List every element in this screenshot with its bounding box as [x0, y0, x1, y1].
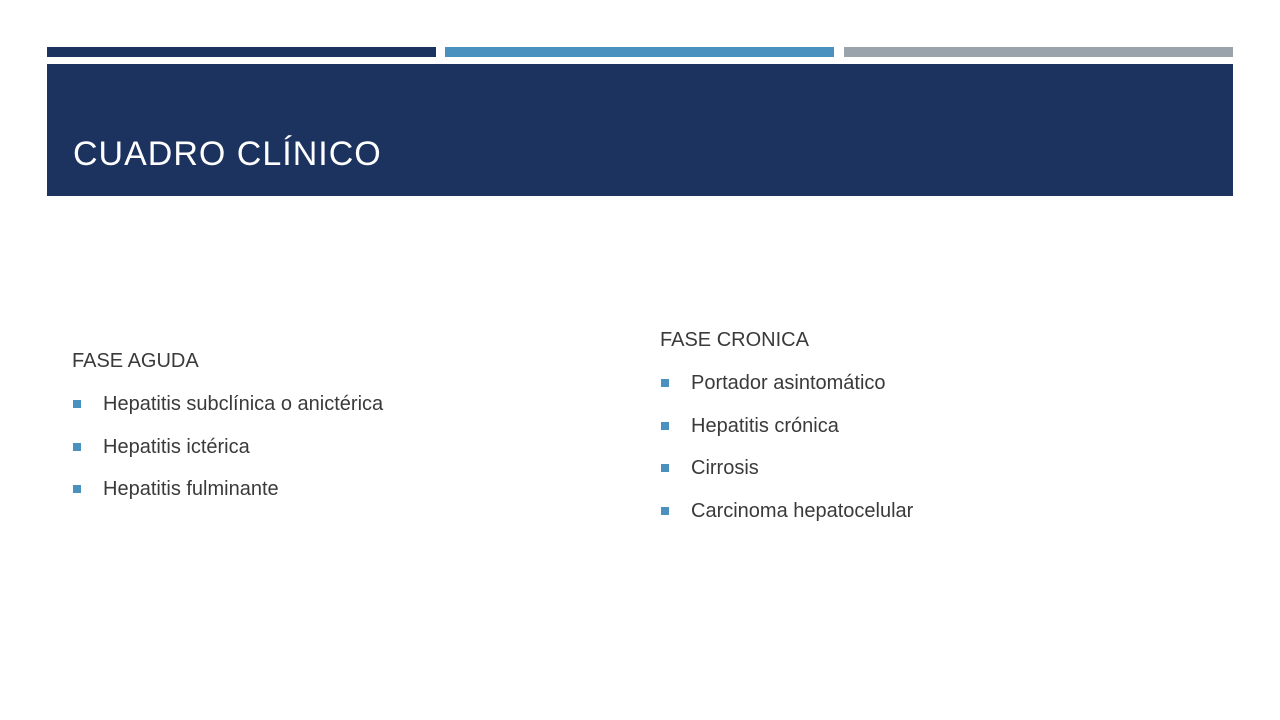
square-bullet-icon [73, 485, 81, 493]
list-item-text: Carcinoma hepatocelular [691, 499, 914, 522]
list-item [660, 455, 1180, 481]
list-item-text: Hepatitis fulminante [103, 478, 279, 500]
list-item-text: Portador asintomático [691, 372, 886, 394]
accent-bar-dark [47, 47, 436, 57]
list-item [72, 391, 592, 417]
right-column [660, 327, 1180, 540]
list-item-text: Cirrosis [691, 457, 759, 479]
square-bullet-icon [661, 507, 669, 515]
slide-title: CUADRO CLÍNICO [73, 135, 382, 173]
list-item [660, 413, 1180, 439]
list-item-text: Hepatitis ictérica [103, 435, 250, 458]
title-band [47, 64, 1233, 196]
square-bullet-icon [661, 464, 669, 472]
right-list [660, 370, 1180, 524]
list-item-text: Hepatitis crónica [691, 414, 839, 437]
square-bullet-icon [661, 379, 669, 387]
list-item [72, 434, 592, 460]
left-heading: FASE AGUDA [72, 350, 199, 372]
square-bullet-icon [73, 400, 81, 408]
square-bullet-icon [661, 422, 669, 430]
list-item [660, 370, 1180, 396]
list-item [72, 476, 592, 502]
list-item-text: Hepatitis subclínica o anictérica [103, 393, 384, 415]
left-list [72, 391, 592, 502]
square-bullet-icon [73, 443, 81, 451]
list-item [660, 498, 1180, 524]
accent-bar-gray [844, 47, 1233, 57]
left-column [72, 348, 592, 519]
right-heading: FASE CRONICA [660, 329, 809, 351]
accent-bar-blue [445, 47, 834, 57]
